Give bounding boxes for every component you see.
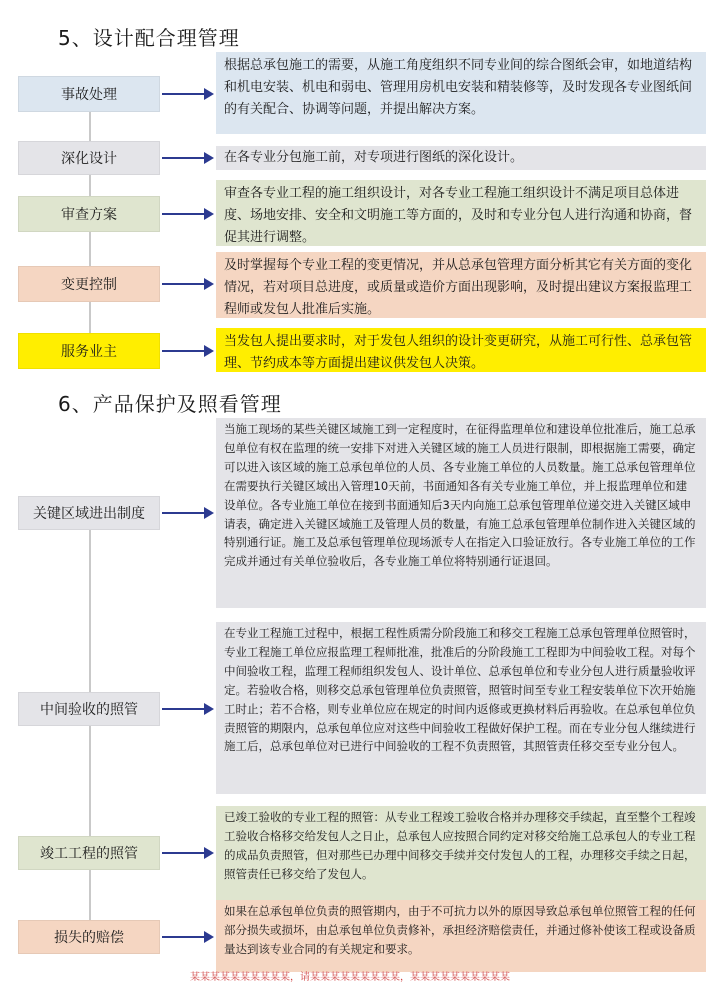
desc-completed-project: 已竣工验收的专业工程的照管：从专业工程竣工验收合格并办理移交手续起，直至整个工程竣工验收合格移交给发包人之日止，总承包人应按照合同约定对移交给施工总承包人的专业工程的成品负责照管，但对那些已办理中间移交手续并交付发包人的工程，办理移交手续之日起，照管责任已移交给了发包人。 [216,806,706,902]
label-interim-acceptance: 中间验收的照管 [18,692,160,726]
desc-key-area-access: 当施工现场的某些关键区域施工到一定程度时，在征得监理单位和建设单位批准后，施工总承包单位有权在监理的统一安排下对进入关键区域的施工人员进行限制，即根据施工需要，确定可以进入该区域的施工总承包单位的人员、各专业施工单位的人员数量。施工总承包管理单位在需要执行关键区域出入管理10天前，书面通知各有关专业施工单位，并上报监理单位和建设单位。各专业施工单位在接到书面通知后3天内向施工总承包管理单位递交进入关键区域申请表，确定进入关键区域施工及管理人员的数量，有施工总承包管理单位制作进入关键区域的特别通行证。施工及总承包管理单位现场派专人在指定入口验证放行。各专业施工单位的工作完成并通过有关单位验收后，各专业施工单位将特别通行证退回。 [216,418,706,608]
desc-accident-handling: 根据总承包施工的需要，从施工角度组织不同专业间的综合图纸会审，如地道结构和机电安装、机电和弱电、管理用房机电安装和精装修等，及时发现各专业图纸间的有关配合、协调等问题，并提出解决方案。 [216,52,706,134]
arrow-icon [162,507,214,519]
label-review-plan: 审查方案 [18,196,160,232]
desc-loss-compensation: 如果在总承包单位负责的照管期内，由于不可抗力以外的原因导致总承包单位照管工程的任何部分损失或损坏，由总承包单位负责修补，承担经济赔偿责任，并通过修补使该工程或设备质量达到该专业合同的有关规定和要求。 [216,900,706,972]
arrow-icon [162,345,214,357]
desc-review-plan: 审查各专业工程的施工组织设计，对各专业工程施工组织设计不满足项目总体进度、场地安排、安全和文明施工等方面的，及时和专业分包人进行沟通和协商，督促其进行调整。 [216,180,706,246]
footer-note: 某某某某某某某某某某，请某某某某某某某某某，某某某某某某某某某某 [190,972,510,983]
arrow-icon [162,931,214,943]
label-completed-project: 竣工工程的照管 [18,836,160,870]
desc-serve-owner: 当发包人提出要求时，对于发包人组织的设计变更研究，从施工可行性、总承包管理、节约成本等方面提出建议供发包人决策。 [216,328,706,372]
label-deepen-design: 深化设计 [18,141,160,175]
arrow-icon [162,703,214,715]
arrow-icon [162,278,214,290]
label-change-control: 变更控制 [18,266,160,302]
label-loss-compensation: 损失的赔偿 [18,920,160,954]
arrow-icon [162,208,214,220]
label-serve-owner: 服务业主 [18,333,160,369]
section-6-heading: 6、产品保护及照看管理 [58,392,282,416]
desc-deepen-design: 在各专业分包施工前，对专项进行图纸的深化设计。 [216,146,706,170]
desc-interim-acceptance: 在专业工程施工过程中，根据工程性质需分阶段施工和移交工程施工总承包管理单位照管时，专业工程施工单位应报监理工程师批准，批准后的分阶段施工工程即为中间验收工程。对每个中间验收工程，监理工程师组织发包人、设计单位、总承包单位和专业分包人进行质量验收评定。若验收合格，则移交总承包管理单位负责照管，照管时间至专业工程安装单位下次开始施工时止；若不合格，则专业单位应在规定的时间内返修或更换材料后再验收。在总承包单位负责照管的期限内，总承包单位应对这些中间验收工程做好保护工程。而在专业分包人继续进行施工后，总承包单位对已进行中间验收的工程不负责照管，其照管责任移交至专业分包人。 [216,622,706,794]
arrow-icon [162,152,214,164]
label-key-area-access: 关键区域进出制度 [18,496,160,530]
arrow-icon [162,847,214,859]
arrow-icon [162,88,214,100]
label-accident-handling: 事故处理 [18,76,160,112]
desc-change-control: 及时掌握每个专业工程的变更情况，并从总承包管理方面分析其它有关方面的变化情况，若对项目总进度，或质量或造价方面出现影响，及时提出建议方案报监理工程师或发包人批准后实施。 [216,252,706,318]
section-5-heading: 5、设计配合理管理 [58,26,240,50]
